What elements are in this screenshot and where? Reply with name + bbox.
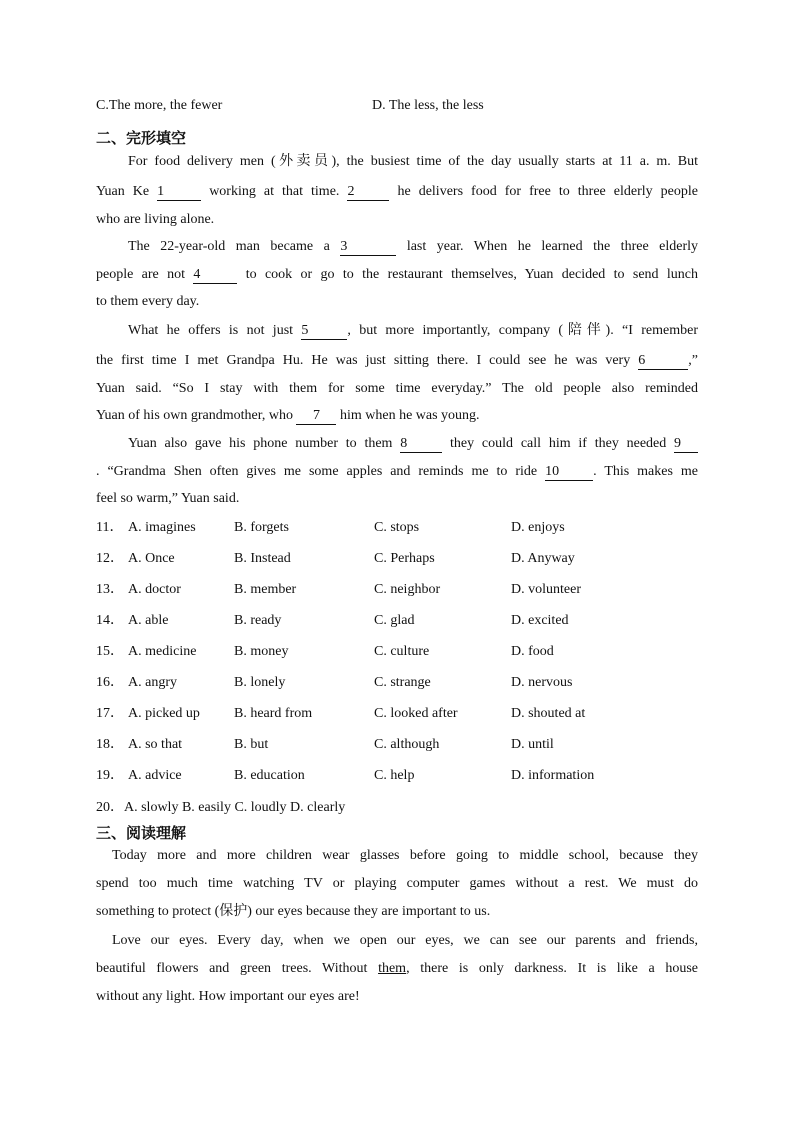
option-d: D. food <box>511 644 554 659</box>
cloze-p1-line1: For food delivery men (外卖员), the busiest time of the day usually starts at 11 a. m. But <box>128 154 698 169</box>
question-number: 11． <box>96 520 124 535</box>
option-a: A. able <box>128 613 169 628</box>
option-a: A. picked up <box>128 706 200 721</box>
blank-1: 1 <box>157 184 201 201</box>
cloze-p2-line3: to them every day. <box>96 294 200 309</box>
question-number: 16． <box>96 675 124 690</box>
cloze-p1-line2: Yuan Ke 1 working at that time. 2 he delivers food for free to three elderly people <box>96 184 698 199</box>
question-number: 14． <box>96 613 124 628</box>
question-row <box>96 518 716 538</box>
option-a: A. Once <box>128 551 175 566</box>
question-row <box>96 611 716 631</box>
option-a: A. so that <box>128 737 183 752</box>
option-c: C. Perhaps <box>374 551 435 566</box>
blank-6: 6 <box>638 353 688 370</box>
option-b: B. money <box>234 644 289 659</box>
question-row <box>96 580 716 600</box>
blank-4: 4 <box>193 267 237 284</box>
underlined-word-them: them <box>378 961 407 976</box>
blank-2: 2 <box>347 184 389 201</box>
option-d: D. nervous <box>511 675 573 690</box>
reading-p2-line3: without any light. How important our eyes are! <box>96 989 360 1004</box>
option-c: C. looked after <box>374 706 458 721</box>
option-c: C. stops <box>374 520 420 535</box>
option-b: B. ready <box>234 613 282 628</box>
option-d: D. volunteer <box>511 582 581 597</box>
blank-7: 7 <box>296 408 336 425</box>
option-d: D. enjoys <box>511 520 565 535</box>
question-row <box>96 642 716 662</box>
option-d: D. information <box>511 768 595 783</box>
blank-3: 3 <box>340 239 396 256</box>
question-row <box>96 549 716 569</box>
cloze-p1-line3: who are living alone. <box>96 212 215 227</box>
option-c: C. glad <box>374 613 415 628</box>
question-number: 17． <box>96 706 124 721</box>
option-d: D. shouted at <box>511 706 586 721</box>
option-d: D. until <box>511 737 554 752</box>
option-a: A. medicine <box>128 644 197 659</box>
cloze-p4-line1: Yuan also gave his phone number to them 8 they could call him if they needed 9 <box>128 434 698 454</box>
question-row-20: 20．A. slowly B. easily C. loudly D. clearly <box>96 800 346 815</box>
question-number: 19． <box>96 768 124 783</box>
option-d: D. excited <box>511 613 569 628</box>
blank-9: 9 <box>674 436 698 453</box>
reading-p1-line2: spend too much time watching TV or playing computer games without a rest. We must do <box>96 876 698 891</box>
blank-8: 8 <box>400 436 442 453</box>
option-d: D. The less, the less <box>372 98 484 113</box>
question-number: 15． <box>96 644 124 659</box>
option-b: B. but <box>234 737 269 752</box>
option-b: B. forgets <box>234 520 289 535</box>
cloze-p2-line2: people are not 4 to cook or go to the restaurant themselves, Yuan decided to send lunch <box>96 267 699 282</box>
blank-5: 5 <box>301 323 347 340</box>
option-c: C. culture <box>374 644 430 659</box>
question-number: 12． <box>96 551 124 566</box>
option-b: B. education <box>234 768 305 783</box>
previous-options-row <box>96 96 698 116</box>
reading-p2-line2: beautiful flowers and green trees. Without them, there is only darkness. It is like a house <box>96 961 699 976</box>
option-b: B. lonely <box>234 675 286 690</box>
question-row <box>96 673 716 693</box>
option-a: A. doctor <box>128 582 181 597</box>
cloze-p3-line4: Yuan of his own grandmother, who 7 him when he was young. <box>96 408 480 423</box>
cloze-p3-line2: the first time I met Grandpa Hu. He was just sitting there. I could see he was very 6 ,” <box>96 353 698 368</box>
cloze-p4-line2: . “Grandma Shen often gives me some apples and reminds me to ride 10 . This makes me <box>96 464 698 479</box>
cloze-p2-line1: The 22-year-old man became a 3 last year. When he learned the three elderly <box>128 239 699 254</box>
option-c: C.The more, the fewer <box>96 98 223 113</box>
cloze-p3-line1: What he offers is not just 5 , but more importantly, company (陪伴). “I remember <box>128 323 698 338</box>
option-b: B. Instead <box>234 551 291 566</box>
reading-p1-line3: something to protect (保护) our eyes because they are important to us. <box>96 904 491 919</box>
cloze-p4-line3: feel so warm,” Yuan said. <box>96 491 240 506</box>
option-b: B. member <box>234 582 297 597</box>
question-row <box>96 704 716 724</box>
blank-10: 10 <box>545 464 593 481</box>
option-b: B. heard from <box>234 706 313 721</box>
option-c: C. neighbor <box>374 582 441 597</box>
option-c: C. help <box>374 768 415 783</box>
reading-p2-line1: Love our eyes. Every day, when we open our eyes, we can see our parents and friends, <box>112 933 698 948</box>
option-a: A. imagines <box>128 520 196 535</box>
question-row <box>96 735 716 755</box>
question-number: 18． <box>96 737 124 752</box>
question-row <box>96 766 716 786</box>
option-a: A. advice <box>128 768 182 783</box>
cloze-p3-line3: Yuan said. “So I stay with them for some time everyday.” The old people also reminded <box>96 381 698 396</box>
section-heading-cloze: 二、完形填空 <box>96 129 187 147</box>
option-c: C. although <box>374 737 440 752</box>
option-c: C. strange <box>374 675 431 690</box>
reading-p1-line1: Today more and more children wear glasses before going to middle school, because they <box>112 848 698 863</box>
section-heading-reading: 三、阅读理解 <box>96 824 187 842</box>
option-d: D. Anyway <box>511 551 575 566</box>
option-a: A. angry <box>128 675 177 690</box>
question-number: 13． <box>96 582 124 597</box>
